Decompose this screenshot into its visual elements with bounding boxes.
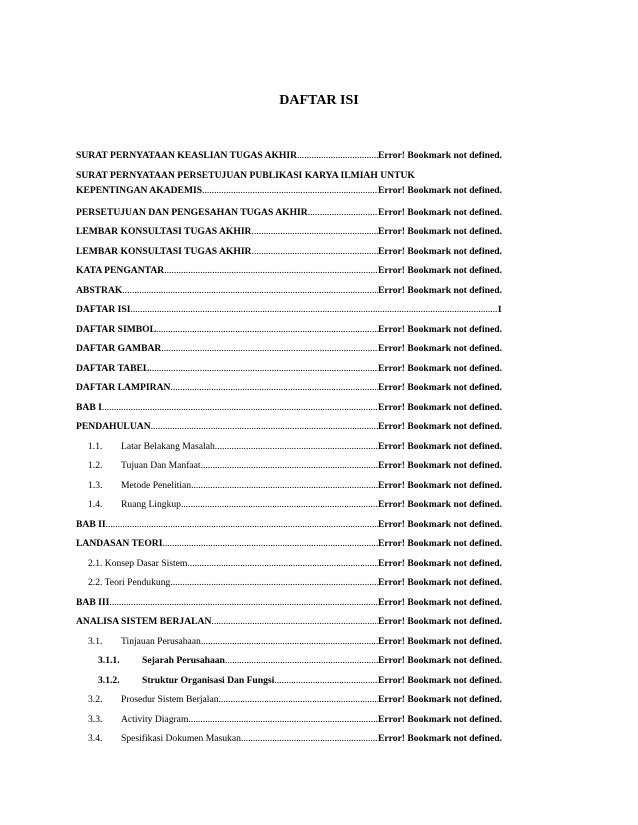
toc-entry[interactable]: [76, 150, 502, 170]
toc-entry-page: Error! Bookmark not defined.: [377, 733, 502, 744]
toc-entry-page: Error! Bookmark not defined.: [377, 479, 502, 491]
toc-entry-number: 1.2.: [88, 460, 103, 471]
toc-entry-label: KEPENTINGAN AKADEMIS: [76, 184, 203, 196]
leader-dots: [201, 636, 378, 647]
toc-entry-label: Ruang Lingkup: [121, 499, 181, 510]
toc-entry-subsubsection[interactable]: [76, 675, 502, 695]
leader-dots: [219, 694, 378, 705]
toc-entry[interactable]: [76, 207, 502, 227]
leader-dots: [149, 363, 378, 374]
toc-entry-label: Activity Diagram: [121, 713, 189, 725]
toc-entry-label: DAFTAR ISI: [76, 304, 131, 315]
toc-entry[interactable]: [76, 170, 502, 207]
toc-entry[interactable]: [76, 382, 502, 402]
toc-entry-label: 2.1. Konsep Dasar Sistem: [88, 557, 188, 569]
leader-dots: [201, 460, 378, 471]
toc-entry-page: Error! Bookmark not defined.: [377, 323, 502, 335]
toc-entry-page: Error! Bookmark not defined.: [377, 362, 502, 374]
toc-entry-subsection[interactable]: [76, 460, 502, 480]
toc-entry-subsection[interactable]: [76, 694, 502, 714]
toc-entry-label: ANALISA SISTEM BERJALAN: [76, 616, 212, 627]
toc-entry-page: Error! Bookmark not defined.: [377, 694, 502, 705]
toc-entry[interactable]: [76, 363, 502, 383]
toc-entry-subsection[interactable]: [76, 441, 502, 461]
leader-dots: [202, 185, 378, 196]
toc-entry-label: KATA PENGANTAR: [76, 265, 165, 276]
toc-entry-label: Prosedur Sistem Berjalan: [121, 694, 219, 705]
leader-dots: [156, 324, 378, 335]
toc-entry-label: PENDAHULUAN: [76, 421, 151, 432]
toc-entry-label: Tujuan Dan Manfaat: [121, 460, 201, 471]
leader-dots: [297, 150, 378, 161]
toc-entry-subsection[interactable]: [76, 480, 502, 500]
toc-entry-page: Error! Bookmark not defined.: [377, 577, 502, 588]
toc-entry-page: Error! Bookmark not defined.: [377, 421, 502, 432]
toc-entry-subsection[interactable]: [76, 636, 502, 656]
toc-entry-page: Error! Bookmark not defined.: [377, 184, 502, 196]
leader-dots: [106, 519, 378, 530]
toc-entry[interactable]: [76, 324, 502, 344]
leader-dots: [151, 421, 378, 432]
toc-entry-subsection[interactable]: [76, 577, 502, 597]
toc-entry-subsection[interactable]: [76, 733, 502, 753]
toc-entry-label: SURAT PERNYATAAN KEASLIAN TUGAS AKHIR: [76, 150, 298, 161]
leader-dots: [215, 441, 378, 452]
toc-entry[interactable]: [76, 421, 502, 441]
toc-entry-label: DAFTAR SIMBOL: [76, 323, 157, 335]
toc-entry[interactable]: [76, 402, 502, 422]
toc-entry-page: Error! Bookmark not defined.: [377, 284, 502, 296]
toc-entry-subsection[interactable]: [76, 558, 502, 578]
toc-entry-page: Error! Bookmark not defined.: [377, 206, 502, 218]
toc-entry-label: Latar Belakang Masalah: [121, 440, 215, 452]
toc-entry[interactable]: [76, 304, 502, 324]
leader-dots: [161, 343, 378, 354]
toc-entry[interactable]: [76, 597, 502, 617]
toc-entry-page: Error! Bookmark not defined.: [377, 674, 502, 686]
toc-entry-label: DAFTAR GAMBAR: [76, 343, 162, 354]
table-of-contents: [76, 150, 502, 753]
toc-entry-label: DAFTAR LAMPIRAN: [76, 382, 171, 393]
toc-entry-label: Sejarah Perusahaan: [142, 655, 225, 666]
page-title: DAFTAR ISI: [279, 93, 359, 108]
leader-dots: [191, 480, 378, 491]
toc-entry-page: Error! Bookmark not defined.: [377, 440, 502, 452]
leader-dots: [241, 733, 378, 744]
toc-entry-page: Error! Bookmark not defined.: [377, 150, 502, 161]
toc-entry-label: BAB II: [76, 518, 106, 530]
toc-entry-number: 3.1.1.: [98, 655, 120, 666]
toc-entry-page: Error! Bookmark not defined.: [377, 460, 502, 471]
toc-entry[interactable]: [76, 265, 502, 285]
toc-entry-label: Spesifikasi Dokumen Masukan: [121, 733, 241, 744]
toc-entry-label: Metode Penelitian: [121, 479, 192, 491]
toc-entry-label: DAFTAR TABEL: [76, 362, 150, 374]
toc-entry[interactable]: [76, 519, 502, 539]
toc-entry-number: 3.2.: [88, 694, 103, 705]
toc-entry-number: 1.4.: [88, 499, 103, 510]
toc-entry-page: Error! Bookmark not defined.: [377, 343, 502, 354]
toc-entry-number: 1.3.: [88, 479, 103, 491]
leader-dots: [274, 675, 378, 686]
toc-entry-page: Error! Bookmark not defined.: [377, 538, 502, 549]
toc-entry[interactable]: [76, 226, 502, 246]
toc-entry-page: Error! Bookmark not defined.: [377, 401, 502, 413]
toc-entry-label: LEMBAR KONSULTASI TUGAS AKHIR: [76, 226, 252, 237]
toc-entry-page: 1: [497, 304, 502, 315]
leader-dots: [170, 577, 378, 588]
toc-entry-label: LANDASAN TEORI: [76, 538, 163, 549]
toc-entry-page: Error! Bookmark not defined.: [377, 382, 502, 393]
leader-dots: [225, 655, 378, 666]
leader-dots: [252, 246, 378, 257]
toc-entry-page: Error! Bookmark not defined.: [377, 499, 502, 510]
leader-dots: [164, 265, 378, 276]
toc-entry-number: 3.1.2.: [98, 674, 120, 686]
toc-entry-page: Error! Bookmark not defined.: [377, 557, 502, 569]
toc-entry-page: Error! Bookmark not defined.: [377, 226, 502, 237]
toc-entry-label: Tinjauan Perusahaan: [121, 635, 201, 647]
toc-entry-label: ABSTRAK: [76, 284, 123, 296]
toc-entry-page: Error! Bookmark not defined.: [377, 635, 502, 647]
toc-entry-label: Struktur Organisasi Dan Fungsi: [142, 674, 275, 686]
toc-entry-number: 3.1.: [88, 635, 103, 647]
toc-entry-page: Error! Bookmark not defined.: [377, 713, 502, 725]
toc-entry-number: 3.4.: [88, 733, 103, 744]
leader-dots: [181, 499, 378, 510]
toc-entry-label: BAB I: [76, 401, 102, 413]
toc-entry-label: PERSETUJUAN DAN PENGESAHAN TUGAS AKHIR: [76, 206, 308, 218]
toc-entry-label-line1: SURAT PERNYATAAN PERSETUJUAN PUBLIKASI KARYA ILMIAH UNTUK: [76, 169, 415, 181]
toc-entry-number: 1.1.: [88, 440, 103, 452]
toc-entry-label: 2.2. Teori Pendukung: [88, 577, 171, 588]
leader-dots: [170, 382, 378, 393]
leader-dots: [162, 538, 378, 549]
leader-dots: [109, 597, 378, 608]
toc-entry-page: Error! Bookmark not defined.: [377, 655, 502, 666]
toc-entry-number: 3.3.: [88, 713, 103, 725]
leader-dots: [187, 558, 378, 569]
toc-entry[interactable]: [76, 343, 502, 363]
toc-entry[interactable]: [76, 616, 502, 636]
leader-dots: [130, 304, 497, 315]
toc-entry-label: BAB III: [76, 596, 110, 608]
leader-dots: [188, 714, 378, 725]
toc-entry[interactable]: [76, 246, 502, 266]
toc-entry-page: Error! Bookmark not defined.: [377, 616, 502, 627]
leader-dots: [252, 226, 378, 237]
leader-dots: [122, 285, 378, 296]
leader-dots: [211, 616, 378, 627]
toc-entry-page: Error! Bookmark not defined.: [377, 518, 502, 530]
toc-entry-subsection[interactable]: [76, 714, 502, 734]
leader-dots: [102, 402, 378, 413]
toc-entry-subsection[interactable]: [76, 499, 502, 519]
toc-entry[interactable]: [76, 538, 502, 558]
toc-entry-page: Error! Bookmark not defined.: [377, 245, 502, 257]
leader-dots: [308, 207, 378, 218]
toc-entry-subsubsection[interactable]: [76, 655, 502, 675]
toc-entry-label: LEMBAR KONSULTASI TUGAS AKHIR: [76, 245, 252, 257]
toc-entry[interactable]: [76, 285, 502, 305]
toc-entry-page: Error! Bookmark not defined.: [377, 596, 502, 608]
toc-entry-page: Error! Bookmark not defined.: [377, 265, 502, 276]
